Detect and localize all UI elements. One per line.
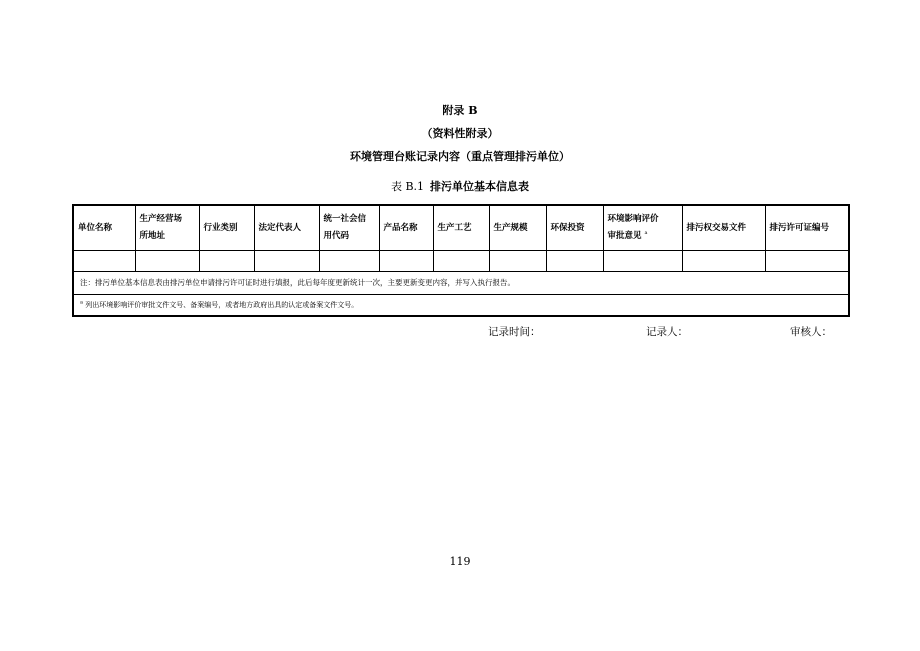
cell-production-process[interactable]: [433, 251, 489, 272]
cell-permit-number[interactable]: [765, 251, 849, 272]
cell-unit-name[interactable]: [73, 251, 135, 272]
header-eia-approval: 环境影响评价 审批意见 $^a$: [603, 205, 682, 251]
cell-product-name[interactable]: [379, 251, 433, 272]
reviewer-label: 审核人：: [790, 326, 832, 338]
header-emission-trading-docs: 排污权交易文件: [682, 205, 765, 251]
table-note: 注：排污单位基本信息表由排污单位申请排污许可证时进行填报，此后每年度更新统计一次，主要更新变更内容，并写入执行报告。: [73, 272, 849, 295]
cell-social-credit-code[interactable]: [319, 251, 379, 272]
header-env-investment: 环保投资: [546, 205, 603, 251]
table-caption: [0, 180, 920, 194]
basic-info-table-container: [72, 204, 848, 317]
header-production-scale: 生产规模: [489, 205, 546, 251]
header-production-process: 生产工艺: [433, 205, 489, 251]
table-footnote-row: [73, 295, 849, 317]
header-industry-type: 行业类别: [199, 205, 254, 251]
page-number: 119: [449, 555, 471, 568]
cell-env-investment[interactable]: [546, 251, 603, 272]
appendix-subtitle: 环境管理台账记录内容（重点管理排污单位）: [350, 150, 570, 163]
recorder-label: 记录人：: [646, 326, 688, 338]
footnote-text: 列出环境影响评价审批文件文号、备案编号，或者地方政府出具的认定或备案文件文号。: [85, 301, 359, 309]
header-footnote-mark: a: [644, 230, 648, 237]
header-product-name: 产品名称: [379, 205, 433, 251]
table-footnote: [73, 295, 849, 317]
cell-legal-representative[interactable]: [254, 251, 319, 272]
table-number: 表 B.1: [390, 180, 425, 193]
header-permit-number: 排污许可证编号: [765, 205, 849, 251]
cell-production-scale[interactable]: [489, 251, 546, 272]
table-data-row: [73, 251, 849, 272]
cell-business-address[interactable]: [135, 251, 199, 272]
cell-industry-type[interactable]: [199, 251, 254, 272]
header-unit-name: 单位名称: [73, 205, 135, 251]
cell-eia-approval[interactable]: [603, 251, 682, 272]
record-time-label: 记录时间：: [488, 326, 541, 338]
cell-emission-trading-docs[interactable]: [682, 251, 765, 272]
footnote-mark: a: [80, 299, 83, 306]
header-legal-representative: 法定代表人: [254, 205, 319, 251]
table-header-row: [73, 205, 849, 251]
table-note-row: [73, 272, 849, 295]
header-business-address: 生产经营场 所地址: [135, 205, 199, 251]
appendix-title: 附录 B: [442, 104, 478, 117]
table-title: 排污单位基本信息表: [430, 180, 530, 193]
appendix-type: （资料性附录）: [421, 127, 499, 140]
header-social-credit-code: 统一社会信 用代码: [319, 205, 379, 251]
basic-info-table: [72, 204, 850, 317]
